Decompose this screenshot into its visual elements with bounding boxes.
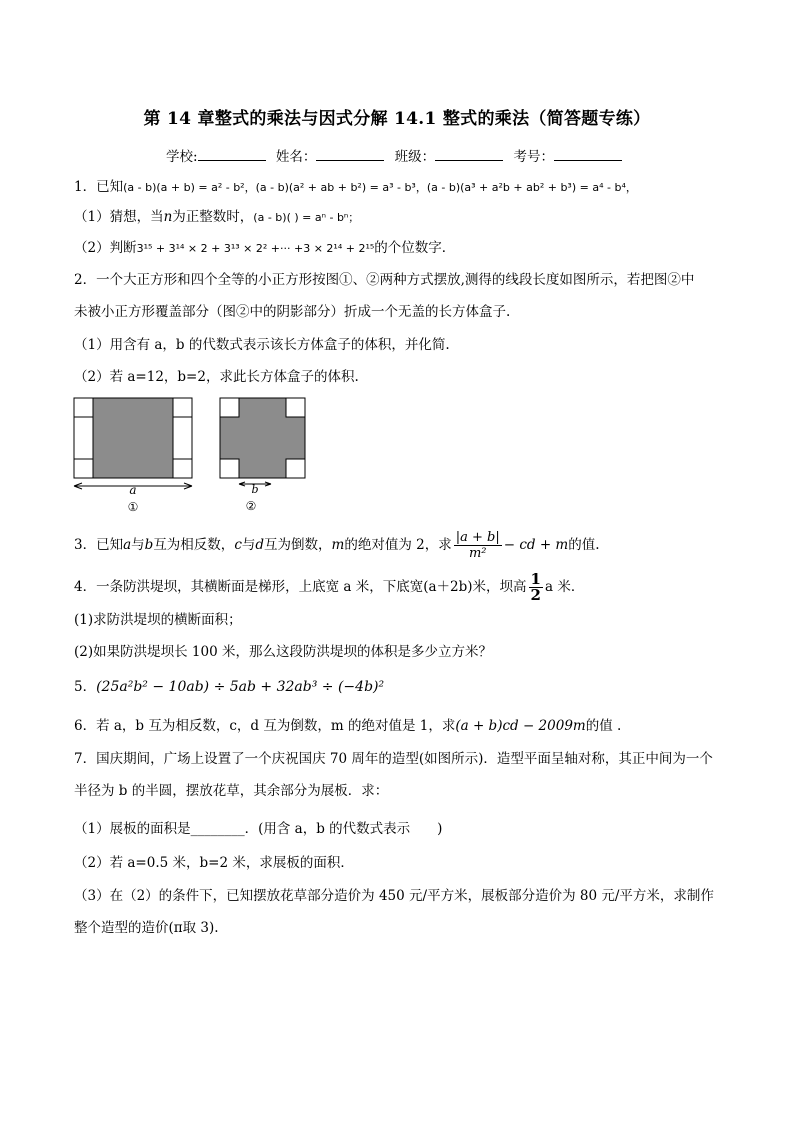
q1-intro: 1．已知 (74, 179, 124, 195)
q7-part1: （1）展板的面积是________．(用含 a，b 的代数式表示 ) (74, 821, 443, 837)
q6-expression: (a + b)cd − 2009m (455, 718, 586, 734)
q3-text: 3．已知 (74, 537, 124, 553)
class-label: 班级： (394, 149, 436, 165)
q2-line2: 未被小正方形覆盖部分（图②中的阴影部分）折成一个无盖的长方体盒子. (74, 304, 511, 320)
number-blank[interactable] (554, 148, 622, 161)
class-blank[interactable] (435, 148, 503, 161)
name-label: 姓名： (275, 149, 317, 165)
q1-var-n: n (163, 209, 173, 225)
q2-line1: 2．一个大正方形和四个全等的小正方形按图①、②两种方式摆放,测得的线段长度如图所示，若把图②中 (74, 272, 695, 288)
q4-fraction (529, 572, 543, 603)
q3-text: 互为相反数， (153, 537, 235, 553)
fig2-small-square (220, 398, 239, 417)
q3-var-d: d (255, 537, 265, 553)
q1-part1 (74, 208, 359, 227)
q1-part1-text: （1）猜想，当 (74, 209, 164, 225)
q3-var-a: a (123, 537, 132, 553)
fig1-small-square (173, 398, 192, 417)
q3-fraction (454, 530, 502, 561)
school-blank[interactable] (198, 148, 266, 161)
q3-var-m: m (331, 537, 345, 553)
q1-part2-text2: 的个位数字． (374, 240, 456, 256)
q1-part1-formula: (a - b)( ) = aⁿ - bⁿ； (253, 211, 360, 224)
q4-part1: (1)求防洪堤坝的横断面积； (74, 612, 242, 628)
q4-text-tail: a 米． (544, 579, 585, 595)
fig2-small-square (286, 398, 305, 417)
q5-label: 5． (74, 679, 97, 695)
q1-line (74, 178, 637, 197)
q3-frac-den: m² (468, 546, 487, 561)
q1-part2-formula: 3¹⁵ + 3¹⁴ × 2 + 3¹³ × 2² +··· +3 × 2¹⁴ + 2¹⁵ (136, 242, 375, 255)
q3-line (74, 530, 600, 561)
q4-line1 (74, 572, 584, 603)
q7-line2: 半径为 b 的半圆，摆放花草，其余部分为展板．求： (74, 783, 389, 799)
figure-1 (74, 398, 192, 514)
figure-2 (220, 398, 305, 513)
q4-frac-den: 2 (530, 586, 541, 604)
q7-part3-line1: （3）在（2）的条件下，已知摆放花草部分造价为 450 元/平方米，展板部分造价为 80 元/平方米，求制作 (74, 888, 714, 904)
q6-text: 6．若 a，b 互为相反数，c，d 互为倒数，m 的绝对值是 1，求 (74, 718, 456, 734)
page-title: 第 14 章整式的乘法与因式分解 14.1 整式的乘法（简答题专练） (143, 109, 651, 129)
q1-part2 (74, 239, 455, 258)
school-label: 学校: (166, 149, 198, 165)
student-info-line (0, 145, 794, 165)
q7-part2: （2）若 a=0.5 米，b=2 米，求展板的面积． (74, 855, 354, 871)
q3-text: 与 (241, 537, 256, 553)
fig1-big-square (93, 398, 173, 478)
fig1-label-a: a (129, 483, 137, 497)
number-label: 考号： (513, 149, 554, 165)
fig1-small-square (74, 459, 93, 478)
q5-line (74, 678, 384, 696)
q7-part3-line2: 整个造型的造价(π取 3). (74, 920, 219, 936)
fig2-label-b: b (251, 483, 259, 496)
q5-expression: (25a²b² − 10ab) ÷ 5ab + 32ab³ ÷ (−4b)² (96, 679, 385, 695)
name-blank[interactable] (316, 148, 384, 161)
q4-text: 4．一条防洪堤坝，其横断面是梯形，上底宽 a 米，下底宽(a＋2b)米，坝高 (74, 579, 527, 595)
q3-text: 互为倒数， (264, 537, 332, 553)
fig2-small-square (220, 459, 239, 478)
q2-figures (60, 390, 320, 515)
q3-text: 与 (131, 537, 145, 553)
q7-line1: 7．国庆期间，广场上设置了一个庆祝国庆 70 周年的造型(如图所示)．造型平面呈轴对称，其正中间为一个 (74, 751, 713, 767)
q3-expr-tail: − cd + m (503, 537, 569, 553)
q1-part2-text: （2）判断 (74, 240, 137, 256)
q3-text: 的值. (568, 537, 600, 553)
q4-frac-num: 1 (530, 570, 541, 588)
q2-part2: （2）若 a=12，b=2，求此长方体盒子的体积. (74, 369, 359, 385)
q6-tail: 的值 . (585, 718, 622, 734)
fig1-small-square (74, 398, 93, 417)
fig2-caption: ② (245, 499, 257, 513)
q4-part2: (2)如果防洪堤坝长 100 米，那么这段防洪堤坝的体积是多少立方米？ (74, 644, 492, 660)
fig1-small-square (173, 459, 192, 478)
q1-part1-text2: 为正整数时， (172, 209, 254, 225)
q3-text: 的绝对值为 2，求 (344, 537, 452, 553)
fig1-caption: ① (127, 500, 139, 514)
q2-part1: （1）用含有 a，b 的代数式表示该长方体盒子的体积，并化简. (74, 337, 450, 353)
fig2-small-square (286, 459, 305, 478)
q1-formulas: (a - b)(a + b) = a² - b²，(a - b)(a² + ab + b²) = a³ - b³，(a - b)(a³ + a²b + ab² + b³) = a⁴ - b⁴， (123, 181, 637, 194)
q6-line (74, 717, 621, 735)
q3-frac-num: |a + b| (455, 530, 500, 545)
q3-var-b: b (144, 537, 154, 553)
q3-var-c: c (234, 537, 242, 553)
